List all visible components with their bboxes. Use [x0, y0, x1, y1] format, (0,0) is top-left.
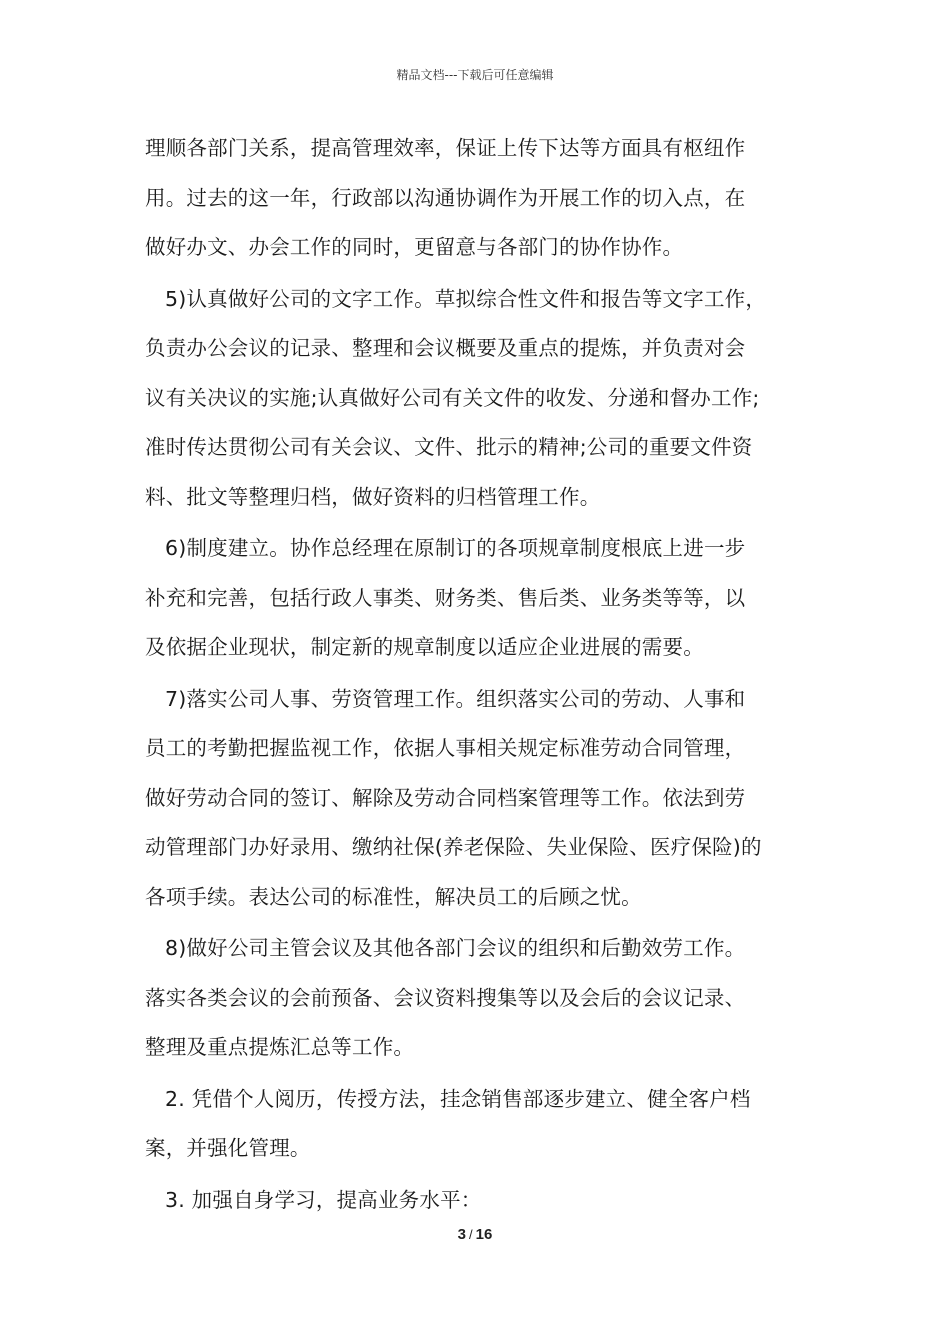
page-number	[0, 1226, 950, 1243]
text-line: 做好办文、办会工作的同时，更留意与各部门的协作协作。	[145, 235, 684, 259]
text-line: 案，并强化管理。	[145, 1136, 311, 1160]
text-line: 理顺各部门关系，提高管理效率，保证上传下达等方面具有枢纽作	[145, 136, 746, 160]
text-line: 补充和完善，包括行政人事类、财务类、售后类、业务类等等，以	[145, 585, 746, 610]
page-header: 精品文档---下载后可任意编辑	[396, 68, 554, 82]
text-line: 负责办公会议的记录、整理和会议概要及重点的提炼，并负责对会	[145, 336, 746, 360]
text-line: 5)认真做好公司的文字工作。草拟综合性文件和报告等文字工作，	[165, 286, 767, 311]
paragraph-2	[145, 275, 815, 523]
text-line: 准时传达贯彻公司有关会议、文件、批示的精神;公司的重要文件资	[145, 435, 753, 459]
text-line: 8)做好公司主管会议及其他各部门会议的组织和后勤效劳工作。	[165, 936, 746, 960]
text-line: 及依据企业现状，制定新的规章制度以适应企业进展的需要。	[145, 635, 704, 659]
text-line: 6)制度建立。协作总经理在原制订的各项规章制度根底上进一步	[165, 536, 746, 560]
paragraph-1	[145, 124, 815, 273]
current-page: 3	[457, 1226, 467, 1243]
text-line: 用。过去的这一年，行政部以沟通协调作为开展工作的切入点，在	[145, 185, 746, 210]
page-separator: /	[469, 1227, 473, 1242]
text-line: 3. 加强自身学习，提高业务水平：	[165, 1187, 482, 1212]
text-line: 动管理部门办好录用、缴纳社保(养老保险、失业保险、医疗保险)的	[145, 835, 762, 859]
text-line: 2. 凭借个人阅历，传授方法，挂念销售部逐步建立、健全客户档	[165, 1086, 751, 1111]
text-line: 做好劳动合同的签订、解除及劳动合同档案管理等工作。依法到劳	[145, 785, 746, 810]
paragraph-5	[145, 924, 815, 1073]
paragraph-6	[145, 1075, 815, 1174]
paragraph-4	[145, 675, 815, 923]
text-line: 7)落实公司人事、劳资管理工作。组织落实公司的劳动、人事和	[165, 686, 746, 711]
text-line: 各项手续。表达公司的标准性，解决员工的后顾之忧。	[145, 884, 642, 909]
total-pages: 16	[475, 1226, 493, 1243]
paragraph-3	[145, 524, 815, 673]
text-line: 料、批文等整理归档，做好资料的归档管理工作。	[145, 484, 601, 509]
paragraph-7	[145, 1176, 815, 1226]
text-line: 议有关决议的实施;认真做好公司有关文件的收发、分递和督办工作;	[145, 385, 760, 410]
text-line: 员工的考勤把握监视工作，依据人事相关规定标准劳动合同管理，	[145, 736, 746, 760]
text-line: 落实各类会议的会前预备、会议资料搜集等以及会后的会议记录、	[145, 985, 746, 1010]
document-body	[145, 124, 815, 1227]
text-line: 整理及重点提炼汇总等工作。	[145, 1035, 415, 1059]
